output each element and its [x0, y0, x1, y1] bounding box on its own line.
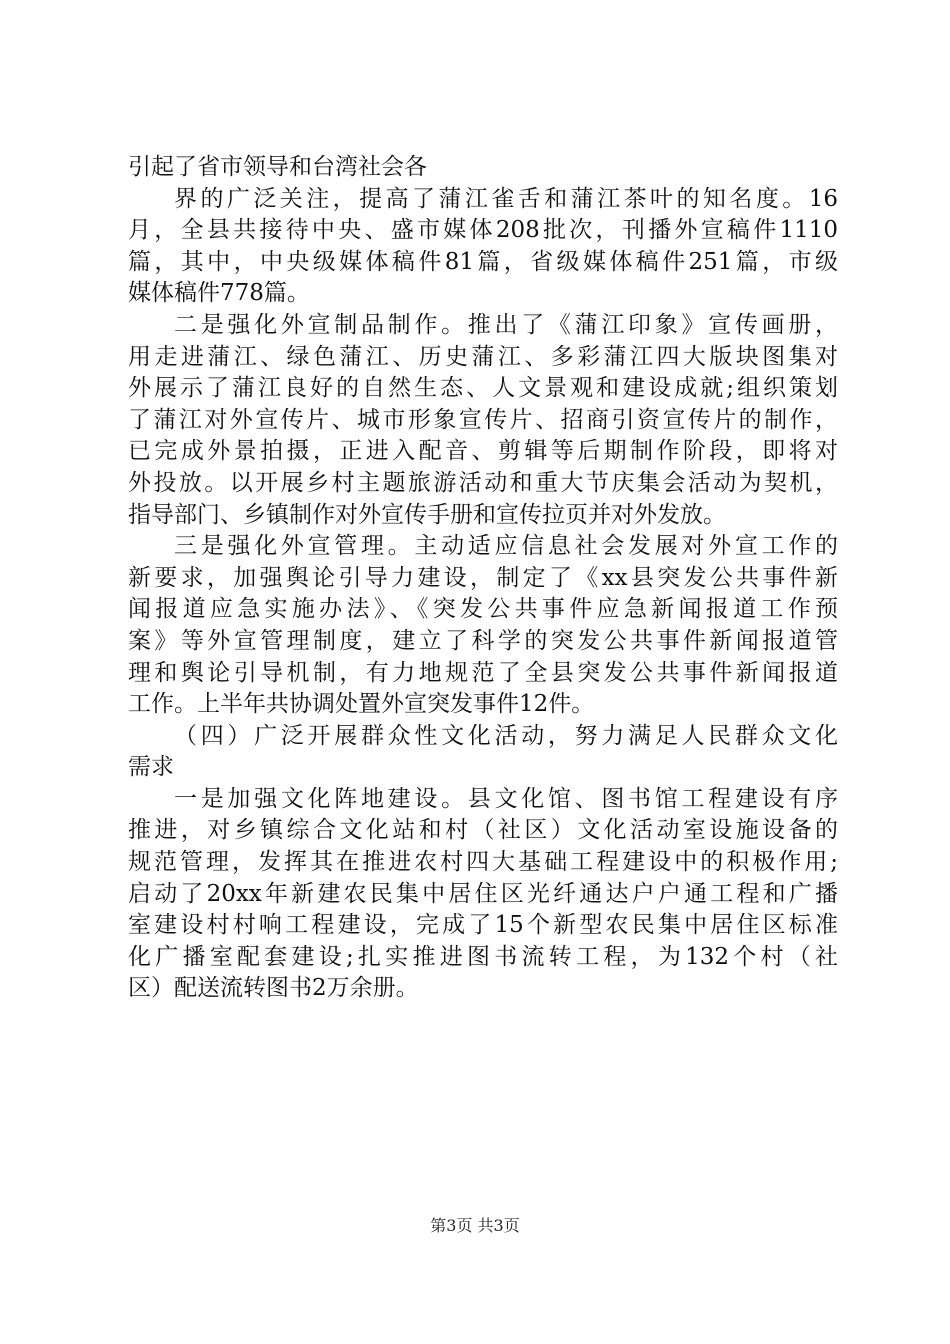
text-line: 区）配送流转图书2万余册。 — [128, 975, 419, 1002]
text-line: 室建设村村响工程建设，完成了15个新型农民集中居住区标准 — [128, 912, 838, 939]
text-line: 工作。上半年共协调处置外宣突发事件12件。 — [128, 691, 595, 718]
text-line: 化广播室配套建设;扎实推进图书流转工程，为132个村（社 — [128, 943, 838, 970]
text-line: 三是强化外宣管理。主动适应信息社会发展对外宣工作的 — [174, 533, 838, 560]
text-line: 媒体稿件778篇。 — [128, 280, 310, 307]
text-line: 外展示了蒲江良好的自然生态、人文景观和建设成就;组织策划 — [128, 375, 838, 402]
document-body — [128, 152, 838, 1005]
text-line: 规范管理，发挥其在推进农村四大基础工程建设中的积极作用; — [128, 849, 838, 876]
text-line: （四）广泛开展群众性文化活动，努力满足人民群众文化 — [174, 722, 838, 749]
text-line: 需求 — [128, 754, 174, 781]
text-line: 指导部门、乡镇制作对外宣传手册和宣传拉页并对外发放。 — [128, 501, 726, 528]
text-line: 外投放。以开展乡村主题旅游活动和重大节庆集会活动为契机， — [128, 469, 838, 496]
text-line: 用走进蒲江、绿色蒲江、历史蒲江、多彩蒲江四大版块图集对 — [128, 343, 838, 370]
text-line: 已完成外景拍摄，正进入配音、剪辑等后期制作阶段，即将对 — [128, 438, 838, 465]
text-line: 推进，对乡镇综合文化站和村（社区）文化活动室设施设备的 — [128, 817, 838, 844]
text-line: 一是加强文化阵地建设。县文化馆、图书馆工程建设有序 — [174, 785, 838, 812]
text-line: 月，全县共接待中央、盛市媒体208批次，刊播外宣稿件1110 — [128, 217, 838, 244]
text-line: 引起了省市领导和台湾社会各 — [128, 154, 427, 180]
text-line: 闻报道应急实施办法》、《突发公共事件应急新闻报道工作预 — [128, 596, 838, 623]
text-line: 篇，其中，中央级媒体稿件81篇，省级媒体稿件251篇，市级 — [128, 248, 838, 275]
text-line: 了蒲江对外宣传片、城市形象宣传片、招商引资宣传片的制作， — [128, 406, 838, 433]
text-line: 新要求，加强舆论引导力建设，制定了《xx县突发公共事件新 — [128, 564, 838, 591]
text-line: 理和舆论引导机制，有力地规范了全县突发公共事件新闻报道 — [128, 659, 838, 686]
text-line: 界的广泛关注，提高了蒲江雀舌和蒲江茶叶的知名度。16 — [174, 185, 838, 212]
text-line: 二是强化外宣制品制作。推出了《蒲江印象》宣传画册， — [174, 311, 838, 338]
text-line: 案》等外宣管理制度，建立了科学的突发公共事件新闻报道管 — [128, 627, 838, 654]
text-line: 启动了20xx年新建农民集中居住区光纤通达户户通工程和广播 — [128, 880, 838, 907]
page-footer: 第3页 共3页 — [430, 1216, 520, 1235]
